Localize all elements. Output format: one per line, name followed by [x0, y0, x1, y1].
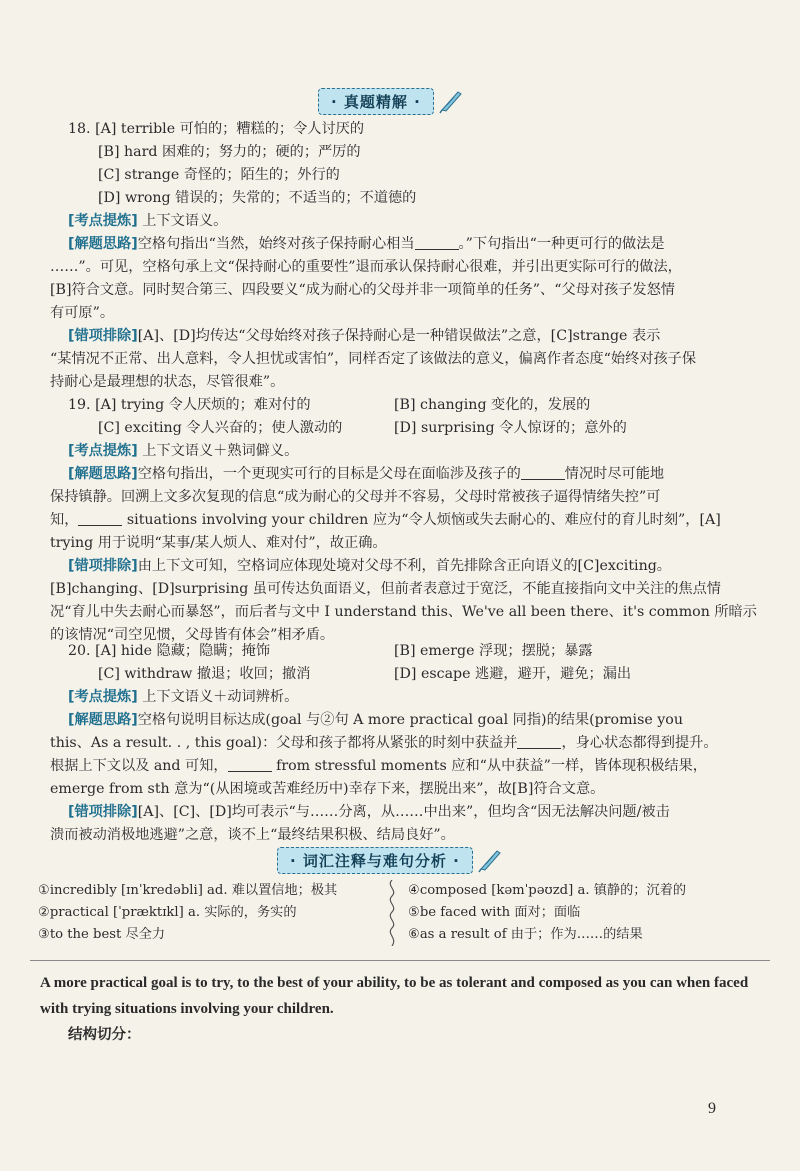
q18-option-c: [C] strange 奇怪的；陌生的；外行的: [98, 167, 340, 183]
vocab-column-right: [408, 880, 748, 946]
q19-eliminate-line: [B]changing、[D]surprising 虽可传达负面语义，但前者表意过于宽泛，不能直接指向文中关注的焦点情: [50, 581, 721, 597]
q20-key-point: [考点提炼] 上下文语义＋动词辨析。: [68, 689, 299, 705]
q20-eliminate: [错项排除][A]、[C]、[D]均可表示“与……分离，从……中出来”，但均含“因无法解决问题/被击: [68, 804, 670, 820]
q19-eliminate-line: 况“育儿中失去耐心而暴怒”，而后者与文中 I understand this、We've all been there、it's common 所暗示: [50, 604, 757, 620]
q18-option-b: [B] hard 困难的；努力的；硬的；严厉的: [98, 144, 361, 160]
section-banner-exam-analysis: [318, 88, 464, 114]
question-20: [50, 640, 758, 847]
q20-approach-line: 根据上下文以及 and 可知， from stressful moments 应和“从中获益”一样，皆体现积极结果，: [50, 758, 707, 774]
q19-options-row1: 19. [A] trying 令人厌烦的；难对付的 [B] changing 变化的，发展的: [68, 397, 591, 413]
q18-approach: [解题思路]空格句指出“当然，始终对孩子保持耐心相当 。”下句指出“一种更可行的做法是: [68, 236, 665, 252]
answer-blank: [78, 512, 122, 526]
vocab-item: ⑥as a result of 由于；作为……的结果: [408, 927, 643, 942]
difficult-sentence: A more practical goal is to try, to the best of your ability, to be as tolerant and composed as you can when faced with trying situations involving your children.: [40, 975, 749, 1017]
vocab-item: ⑤be faced with 面对；面临: [408, 905, 581, 920]
quill-pen-icon: [477, 847, 503, 873]
q18-approach-line: ……”。可见，空格句承上文“保持耐心的重要性”退而承认保持耐心很难，并引出更实际可行的做法，: [50, 259, 682, 275]
q20-approach-line: this、As a result. . , this goal)：父母和孩子都将从紧张的时刻中获益并 ，身心状态都得到提升。: [50, 735, 718, 751]
vocab-item: ①incredibly [ɪnˈkredəbli] ad. 难以置信地；极其: [38, 883, 338, 898]
q20-approach-line: emerge from sth 意为“(从困境或苦难经历中)幸存下来，摆脱出来”，故[B]符合文意。: [50, 781, 605, 797]
vocab-item: ③to the best 尽全力: [38, 927, 166, 942]
q19-approach-line: 保持镇静。回溯上文多次复现的信息“成为耐心的父母并不容易，父母时常被孩子逼得情绪失控”可: [50, 489, 661, 505]
q18-option-d: [D] wrong 错误的；失常的；不适当的；不道德的: [98, 190, 417, 206]
structure-label: 结构切分：: [68, 1026, 141, 1043]
q18-approach-line: 有可原”。: [50, 305, 115, 321]
answer-blank: [228, 758, 272, 772]
vocabulary-list: [38, 880, 768, 950]
q20-options-row1: 20. [A] hide 隐藏；隐瞒；掩饰 [B] emerge 浮现；摆脱；暴露: [68, 643, 593, 659]
q18-eliminate-line: 持耐心是最理想的状态，尽管很难”。: [50, 374, 285, 390]
q18-key-point: [考点提炼] 上下文语义。: [68, 213, 228, 229]
page-number: 9: [708, 1100, 716, 1117]
q19-approach: [解题思路]空格句指出，一个更现实可行的目标是父母在面临涉及孩子的 情况时尽可能地: [68, 466, 665, 482]
question-18: [50, 118, 758, 394]
answer-blank: [517, 735, 561, 749]
q20-approach: [解题思路]空格句说明目标达成(goal 与②句 A more practical goal 同指)的结果(promise you: [68, 712, 683, 728]
q19-options-row2: [C] exciting 令人兴奋的；使人激动的 [D] surprising 令人惊讶的；意外的: [98, 420, 627, 436]
question-19: [50, 394, 758, 647]
answer-blank: [415, 236, 459, 250]
q20-eliminate-line: 溃而被动消极地逃避”之意，谈不上“最终结果积极、结局良好”。: [50, 827, 455, 843]
banner-title: · 真题精解 ·: [318, 88, 434, 115]
q18-eliminate: [错项排除][A]、[D]均传达“父母始终对孩子保持耐心是一种错误做法”之意，[C]strange 表示: [68, 328, 661, 344]
q18-approach-line: [B]符合文意。同时契合第三、四段要义“成为耐心的父母并非一项简单的任务”、“父母对孩子发怒情: [50, 282, 675, 298]
section-banner-vocabulary: [277, 847, 503, 873]
q20-options-row2: [C] withdraw 撤退；收回；撤消 [D] escape 逃避，避开，避免；漏出: [98, 666, 632, 682]
q18-option-a: 18. [A] terrible 可怕的；糟糕的；令人讨厌的: [68, 121, 365, 137]
q19-key-point: [考点提炼] 上下文语义＋熟词僻义。: [68, 443, 299, 459]
q18-eliminate-line: “某情况不正常、出人意料，令人担忧或害怕”，同样否定了该做法的意义，偏离作者态度“始终对孩子保: [50, 351, 697, 367]
vocab-column-left: [38, 880, 378, 946]
column-divider-ornament: [382, 880, 402, 946]
section-divider: [30, 960, 770, 961]
q19-approach-line: trying 用于说明“某事/某人烦人、难对付”，故正确。: [50, 535, 387, 551]
q19-eliminate: [错项排除]由上下文可知，空格词应体现处境对父母不利，首先排除含正向语义的[C]exciting。: [68, 558, 671, 574]
quill-pen-icon: [438, 88, 464, 114]
vocab-item: ④composed [kəmˈpəʊzd] a. 镇静的；沉着的: [408, 883, 687, 898]
banner-title: · 词汇注释与难句分析 ·: [277, 847, 473, 874]
q19-approach-line: 知， situations involving your children 应为“令人烦恼或失去耐心的、难应付的育儿时刻”，[A]: [50, 512, 721, 528]
answer-blank: [521, 466, 565, 480]
vocab-item: ②practical [ˈpræktɪkl] a. 实际的，务实的: [38, 905, 297, 920]
q19-eliminate-line: 的该情况“司空见惯，父母皆有体会”相矛盾。: [50, 627, 335, 643]
